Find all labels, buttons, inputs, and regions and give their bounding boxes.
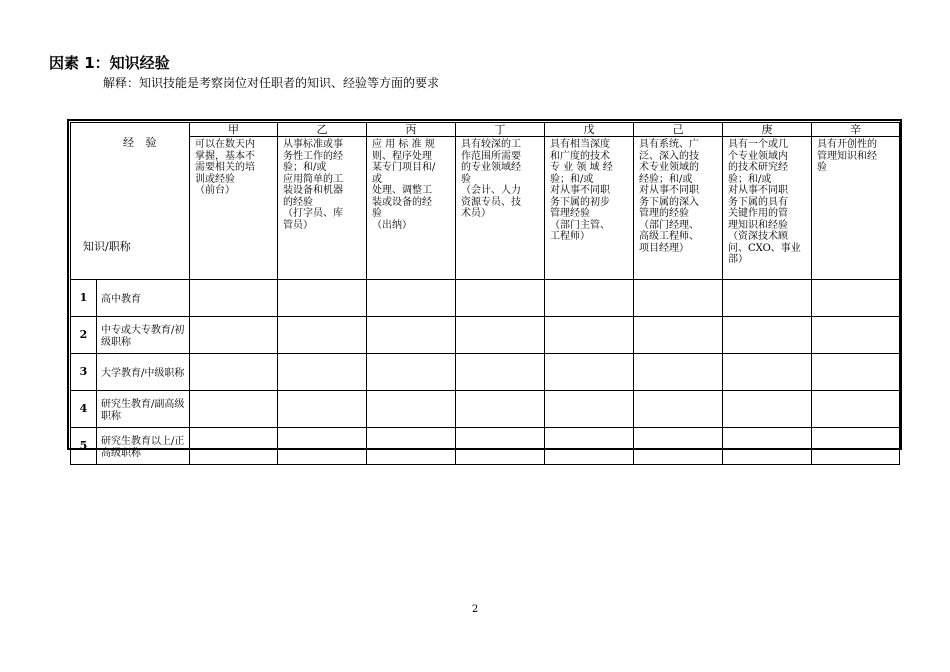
grade-description-line: 应 用 标 准 规	[372, 139, 435, 150]
grade-header: 辛	[812, 123, 900, 137]
table-row	[71, 354, 900, 391]
grade-description	[723, 137, 812, 280]
score-cell[interactable]	[367, 280, 456, 317]
grade-description-line: 管员）	[283, 219, 313, 231]
row-number: 4	[71, 391, 97, 428]
grade-description	[278, 137, 367, 280]
grade-header: 乙	[278, 123, 367, 137]
grade-description-line: （部门经理、	[639, 219, 699, 231]
grade-header: 己	[634, 123, 723, 137]
score-cell[interactable]	[278, 280, 367, 317]
grade-header: 丁	[456, 123, 545, 137]
corner-cell	[71, 123, 190, 280]
grade-description-line: 或	[372, 173, 382, 185]
score-cell[interactable]	[456, 391, 545, 428]
grade-description-line: 专 业 领 域 经	[550, 162, 613, 173]
score-cell[interactable]	[812, 280, 900, 317]
score-cell[interactable]	[723, 354, 812, 391]
grade-description-line: 的技术研究经	[728, 162, 788, 173]
grade-description-line: 处理、调整工	[372, 185, 432, 196]
grade-description-line: 验	[817, 162, 827, 173]
grade-description-line: 具有开创性的	[817, 139, 877, 150]
score-cell[interactable]	[456, 428, 545, 465]
score-cell[interactable]	[456, 317, 545, 354]
row-number: 2	[71, 317, 97, 354]
grade-header: 戊	[545, 123, 634, 137]
grade-description-line: 可以在数天内	[195, 139, 255, 150]
grade-header-row	[71, 123, 900, 137]
grade-description	[634, 137, 723, 280]
grade-description-line: 泛、深入的技	[639, 150, 699, 162]
grade-description-line: 经验；和/或	[639, 173, 693, 185]
score-cell[interactable]	[723, 317, 812, 354]
grade-description	[545, 137, 634, 280]
grade-description-line: 验	[461, 173, 471, 185]
grade-description-line: 具有一个或几	[728, 139, 788, 150]
score-cell[interactable]	[545, 280, 634, 317]
grade-description-line: 管理经验	[550, 208, 590, 219]
row-number: 3	[71, 354, 97, 391]
score-cell[interactable]	[545, 317, 634, 354]
grade-description	[812, 137, 900, 280]
grade-description	[190, 137, 278, 280]
grade-description-line: 项目经理）	[639, 242, 689, 254]
grade-description-line: 务下属的深入	[639, 196, 699, 208]
grade-description	[367, 137, 456, 280]
grade-description-line: 某专门项目和/	[372, 162, 436, 173]
grade-description-line: 则、程序处理	[372, 150, 432, 162]
grade-description-line: 务下属的初步	[550, 196, 610, 208]
grade-description-line: 术员）	[461, 208, 491, 219]
knowledge-experience-table	[70, 122, 900, 465]
education-level-label: 大学教育/中级职称	[97, 354, 190, 391]
score-cell[interactable]	[190, 280, 278, 317]
grade-description-line: 从事标准或事	[283, 139, 343, 150]
grade-description-line: 高级工程师、	[639, 231, 699, 242]
grade-description-line: （打字员、库	[283, 208, 343, 219]
score-cell[interactable]	[278, 428, 367, 465]
score-cell[interactable]	[812, 391, 900, 428]
table-row	[71, 391, 900, 428]
score-cell[interactable]	[634, 280, 723, 317]
grade-description-row	[71, 137, 900, 280]
grade-description-line: 掌握，基本不	[195, 150, 255, 162]
grade-description-line: 务性工作的经	[283, 150, 343, 162]
factor-explanation: 解释：知识技能是考察岗位对任职者的知识、经验等方面的要求	[103, 76, 440, 90]
factor-title: 因素 1：知识经验	[49, 54, 170, 72]
score-cell[interactable]	[545, 354, 634, 391]
corner-knowledge-label: 知识/职称	[83, 240, 131, 253]
score-cell[interactable]	[367, 428, 456, 465]
score-cell[interactable]	[812, 317, 900, 354]
score-cell[interactable]	[367, 354, 456, 391]
score-cell[interactable]	[634, 317, 723, 354]
table-row	[71, 317, 900, 354]
grade-description-line: 装或设备的经	[372, 196, 432, 208]
score-cell[interactable]	[723, 391, 812, 428]
grade-description-line: 具有相当深度	[550, 139, 610, 150]
score-cell[interactable]	[456, 354, 545, 391]
grade-description-line: 个专业领域内	[728, 150, 788, 162]
grade-description-line: 关键作用的管	[728, 208, 788, 219]
grade-header: 丙	[367, 123, 456, 137]
score-cell[interactable]	[456, 280, 545, 317]
score-cell[interactable]	[634, 428, 723, 465]
grade-description-line: 的经验	[283, 196, 313, 208]
score-cell[interactable]	[190, 317, 278, 354]
grade-description-line: 术专业领域的	[639, 162, 699, 173]
grade-description-line: 问、CXO、事业	[728, 242, 801, 254]
grade-description-line: 对从事不同职	[639, 185, 699, 196]
grade-header: 庚	[723, 123, 812, 137]
score-cell[interactable]	[278, 391, 367, 428]
grade-description-line: 验；和/或	[728, 173, 772, 185]
education-level-label: 研究生教育以上/正高级职称	[97, 428, 190, 465]
grade-description-line: 应用简单的工	[283, 173, 343, 185]
grade-description-line: 管理知识和经	[817, 150, 877, 162]
grade-description-line: 训或经验	[195, 173, 235, 185]
grade-description-line: （会计、人力	[461, 185, 521, 196]
grade-description-line: 务下属的具有	[728, 196, 788, 208]
score-cell[interactable]	[812, 428, 900, 465]
grade-description-line: 验	[372, 208, 382, 219]
score-cell[interactable]	[634, 391, 723, 428]
grade-description-line: 对从事不同职	[728, 185, 788, 196]
row-number: 1	[71, 280, 97, 317]
grade-description-line: 理知识和经验	[728, 219, 788, 231]
score-cell[interactable]	[190, 354, 278, 391]
grade-description-line: （前台）	[195, 185, 235, 196]
grade-description-line: 对从事不同职	[550, 185, 610, 196]
score-cell[interactable]	[367, 317, 456, 354]
score-cell[interactable]	[723, 428, 812, 465]
score-cell[interactable]	[545, 391, 634, 428]
page-number: 2	[471, 604, 479, 615]
score-cell[interactable]	[545, 428, 634, 465]
corner-experience-label: 经 验	[123, 136, 161, 149]
level-rows	[71, 280, 900, 465]
grade-description-line: 验；和/或	[550, 173, 594, 185]
score-cell[interactable]	[190, 391, 278, 428]
score-cell[interactable]	[278, 317, 367, 354]
grade-description-line: 管理的经验	[639, 208, 689, 219]
grade-description-line: 装设备和机器	[283, 185, 343, 196]
table-row	[71, 280, 900, 317]
grade-description	[456, 137, 545, 280]
grade-description-line: 验；和/或	[283, 162, 327, 173]
education-level-label: 中专或大专教育/初级职称	[97, 317, 190, 354]
grade-header: 甲	[190, 123, 278, 137]
grade-description-line: （部门主管、	[550, 219, 610, 231]
grade-description-line: （出纳）	[372, 219, 412, 231]
score-cell[interactable]	[812, 354, 900, 391]
table-row	[71, 428, 900, 465]
row-number: 5	[71, 428, 97, 465]
grade-description-line: 的专业领域经	[461, 162, 521, 173]
grade-description-line: 具有系统、广	[639, 139, 699, 150]
education-level-label: 高中教育	[97, 280, 190, 317]
grade-description-line: 和广度的技术	[550, 150, 610, 162]
grade-description-line: 工程师）	[550, 231, 590, 242]
score-cell[interactable]	[190, 428, 278, 465]
grade-description-line: 部）	[728, 254, 748, 265]
score-cell[interactable]	[634, 354, 723, 391]
grade-description-line: 具有较深的工	[461, 139, 521, 150]
score-cell[interactable]	[278, 354, 367, 391]
education-level-label: 研究生教育/副高级职称	[97, 391, 190, 428]
score-cell[interactable]	[367, 391, 456, 428]
grade-description-line: （资深技术顾	[728, 231, 788, 242]
score-cell[interactable]	[723, 280, 812, 317]
grade-description-line: 作范围所需要	[461, 150, 521, 162]
grade-description-line: 需要相关的培	[195, 162, 255, 173]
grade-description-line: 资源专员、技	[461, 196, 521, 208]
